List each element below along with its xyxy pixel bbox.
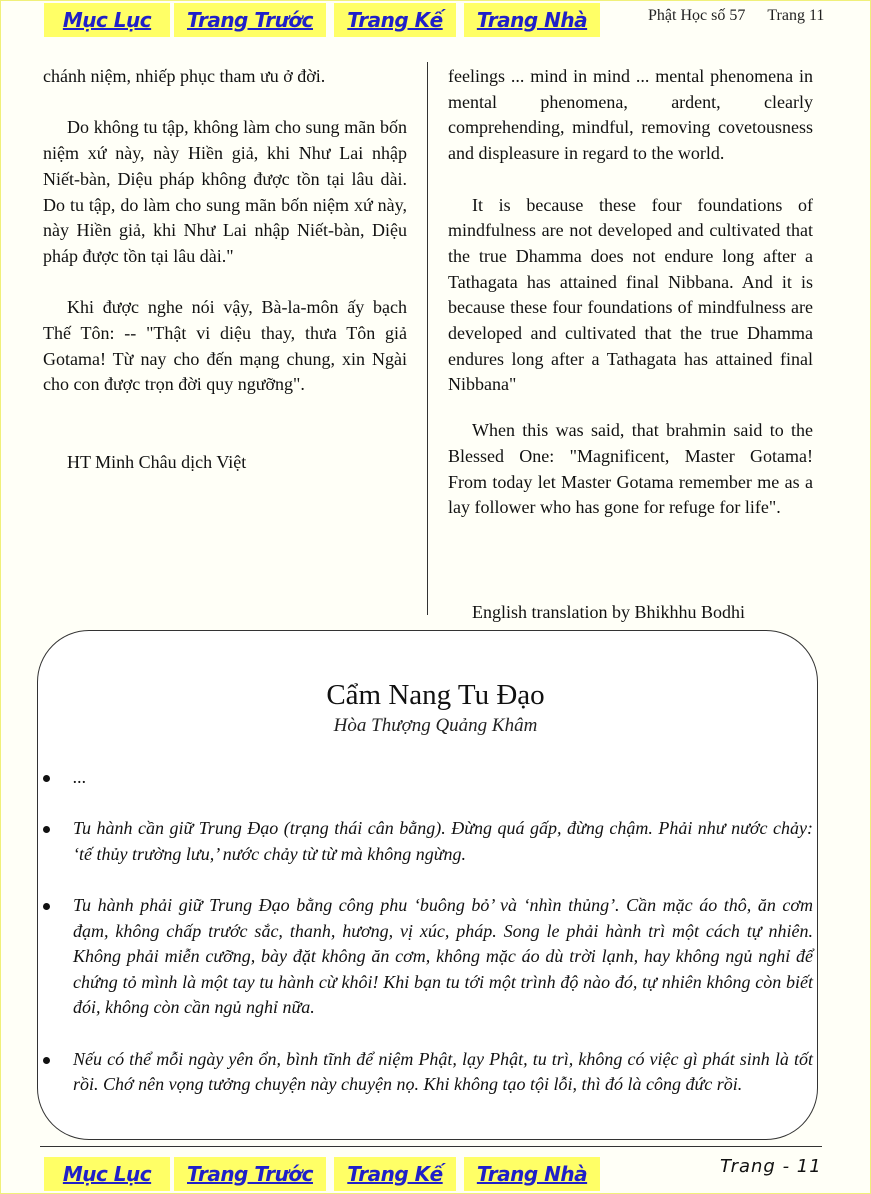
english-paragraph: It is because these four foundations of mindfulness are not developed and cultivated that the true Dhamma does not endure long after a Tathagata has attained final Nibbana. And it is because these four foundations of mindfulness are developed and cultivated that the true Dhamma endures long after a Tathagata has attained final Nibbana"	[448, 194, 813, 395]
home-page-link[interactable]: Trang Nhà	[464, 3, 600, 37]
article-title: Cẩm Nang Tu Đạo	[326, 679, 545, 711]
home-page-link[interactable]: Trang Nhà	[464, 1157, 600, 1191]
english-paragraph: feelings ... mind in mind ... mental phenomena in mental phenomena, ardent, clearly comprehending, mindful, removing covetousness and displeasure in regard to the world.	[448, 66, 813, 164]
vietnamese-paragraph: Khi được nghe nói vậy, Bà-la-môn ấy bạch Thế Tôn: -- "Thật vi diệu thay, thưa Tôn giả Gotama! Từ nay cho đến mạng chung, xin Ngài cho con được trọn đời quy ngưỡng".	[43, 297, 407, 395]
vietnamese-translation-credit: HT Minh Châu dịch Việt	[67, 452, 247, 472]
list-item-text: Nếu có thể mỗi ngày yên ổn, bình tĩnh để niệm Phật, lạy Phật, tu trì, không có việc gì phát sinh là tốt rồi. Chớ nên vọng tưởng chuyện này chuyện nọ. Khi không tạo tội lỗi, thì đó là công đức rồi.	[73, 1048, 813, 1095]
vietnamese-paragraph: Do không tu tập, không làm cho sung mãn bốn niệm xứ này, này Hiền giả, khi Như Lai nhập Niết-bàn, Diệu pháp không được tồn tại lâu dài. Do tu tập, do làm cho sung mãn bốn niệm xứ này, này Hiền giả, khi Như Lai nhập Niết-bàn, Diệu pháp được tồn tại lâu dài."	[43, 117, 407, 266]
toc-link[interactable]: Mục Lục	[44, 3, 170, 37]
english-translation-credit: English translation by Bhikhhu Bodhi	[472, 602, 745, 622]
bullet-icon	[43, 826, 50, 833]
list-item-text: ...	[73, 767, 87, 787]
list-item	[41, 1047, 813, 1098]
article-bullet-list	[41, 765, 813, 1123]
previous-page-link[interactable]: Trang Trước	[174, 3, 326, 37]
toc-link[interactable]: Mục Lục	[44, 1157, 170, 1191]
next-page-link[interactable]: Trang Kế	[334, 1157, 456, 1191]
column-divider	[427, 62, 428, 615]
footer-page-number: Trang - 11	[720, 1156, 822, 1177]
issue-label: Phật Học số 57	[648, 7, 746, 24]
bullet-icon	[43, 903, 50, 910]
list-item-text: Tu hành phải giữ Trung Đạo bằng công phu ‘buông bỏ’ và ‘nhìn thủng’. Cần mặc áo thô, ăn cơm đạm, không chấp trước sắc, thanh, hương, vị xúc, pháp. Song le phải hành trì một cách tự nhiên. Không phải miễn cưỡng, bày đặt không ăn cơm, không mặc áo dù trời lạnh, hay không ngủ nghỉ để chứng tỏ mình là một tay tu hành cừ khôi! Khi bạn tu tới một trình độ nào đó, tự nhiên không còn biết đói, không còn cần ngủ nghỉ nữa.	[73, 894, 813, 1018]
header-page-number: Trang 11	[767, 7, 825, 24]
next-page-link[interactable]: Trang Kế	[334, 3, 456, 37]
list-item	[41, 893, 813, 1021]
article-author: Hòa Thượng Quảng Khâm	[333, 715, 538, 736]
vietnamese-column	[43, 64, 407, 424]
list-item	[41, 816, 813, 867]
header-info	[648, 7, 824, 25]
footer-rule	[40, 1146, 822, 1147]
english-paragraph: When this was said, that brahmin said to the Blessed One: "Magnificent, Master Gotama! From today let Master Gotama remember me as a lay follower who has gone for refuge for life".	[448, 420, 813, 518]
list-item	[41, 765, 813, 791]
english-column	[448, 64, 813, 547]
vietnamese-paragraph: chánh niệm, nhiếp phục tham ưu ở đời.	[43, 66, 326, 86]
previous-page-link[interactable]: Trang Trước	[174, 1157, 326, 1191]
list-item-text: Tu hành cần giữ Trung Đạo (trạng thái cân bằng). Đừng quá gấp, đừng chậm. Phải như nước chảy: ‘tế thủy trường lưu,’ nước chảy từ từ mà không ngừng.	[73, 818, 813, 864]
bullet-icon	[43, 775, 50, 782]
bullet-icon	[43, 1057, 50, 1064]
